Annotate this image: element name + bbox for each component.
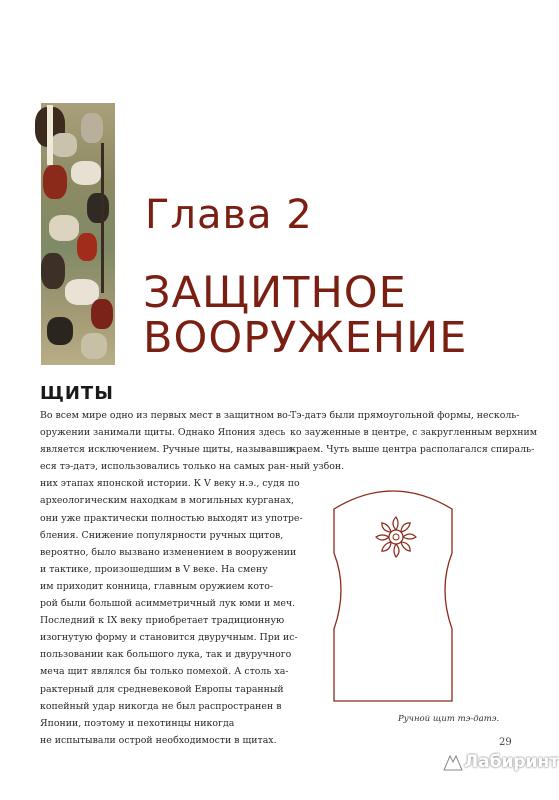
text-line: Во всем мире одно из первых мест в защитном во-	[40, 410, 291, 421]
chapter-title-line1: ЗАЩИТНОЕ	[143, 268, 407, 318]
text-line: ко зауженные в центре, с закругленным верхним	[290, 427, 538, 439]
text-line: еся тэ-датэ, использовались только на самых ран-	[40, 461, 289, 473]
text-line: и тактике, произошедшим в V веке. На смену	[40, 563, 268, 575]
text-line: изогнутую форму и становится двуручным. При ис-	[40, 632, 298, 644]
text-line: им приходит конница, главным оружием кото-	[40, 580, 274, 592]
text-line: рой были большой асимметричный лук юми и меч.	[40, 598, 296, 610]
page-number: 29	[499, 737, 512, 748]
body-text-left	[40, 407, 303, 749]
text-line: вероятно, было вызвано изменением в вооружении	[40, 546, 297, 558]
spiral-boss-icon	[376, 517, 416, 557]
text-line: ный узбон.	[290, 461, 345, 473]
text-line: рактерный для средневековой Европы таранный	[40, 683, 284, 695]
chapter-title	[143, 268, 468, 363]
watermark-text: Лабиринт	[464, 752, 559, 772]
text-line: археологическим находкам в могильных курганах,	[40, 495, 294, 507]
text-line: не испытывали острой необходимости в щитах.	[40, 734, 277, 746]
figure-caption: Ручной щит тэ-датэ.	[398, 714, 500, 724]
text-line: является исключением. Ручные щиты, называвши-	[40, 444, 295, 456]
text-line: Японии, поэтому и пехотинцы никогда	[40, 717, 235, 729]
text-line: Последний к IX веку приобретает традиционную	[40, 615, 285, 627]
section-heading: ЩИТЫ	[40, 383, 114, 404]
shield-illustration	[328, 479, 458, 704]
watermark	[442, 752, 559, 772]
text-line: них этапах японской истории. К V веку н.э., судя по	[40, 478, 300, 490]
chapter-label: Глава 2	[145, 192, 313, 238]
text-line: меча щит являлся бы только помехой. А столь ха-	[40, 666, 289, 678]
text-line: краем. Чуть выше центра располагался спираль-	[290, 444, 535, 456]
body-text-right	[290, 407, 538, 475]
text-line: бления. Снижение популярности ручных щитов,	[40, 529, 284, 541]
text-line: Тэ-датэ были прямоугольной формы, несколь-	[290, 410, 520, 421]
text-line: копейный удар никогда не был распространен в	[40, 700, 282, 712]
chapter-illustration	[41, 103, 115, 365]
labyrinth-logo-icon	[442, 752, 464, 772]
text-line: оружении занимали щиты. Однако Япония здесь	[40, 427, 286, 439]
chapter-title-line2: ВООРУЖЕНИЕ	[143, 313, 468, 363]
text-line: пользовании как большого лука, так и двуручного	[40, 649, 292, 661]
text-line: они уже практически полностью выходят из употре-	[40, 512, 303, 524]
